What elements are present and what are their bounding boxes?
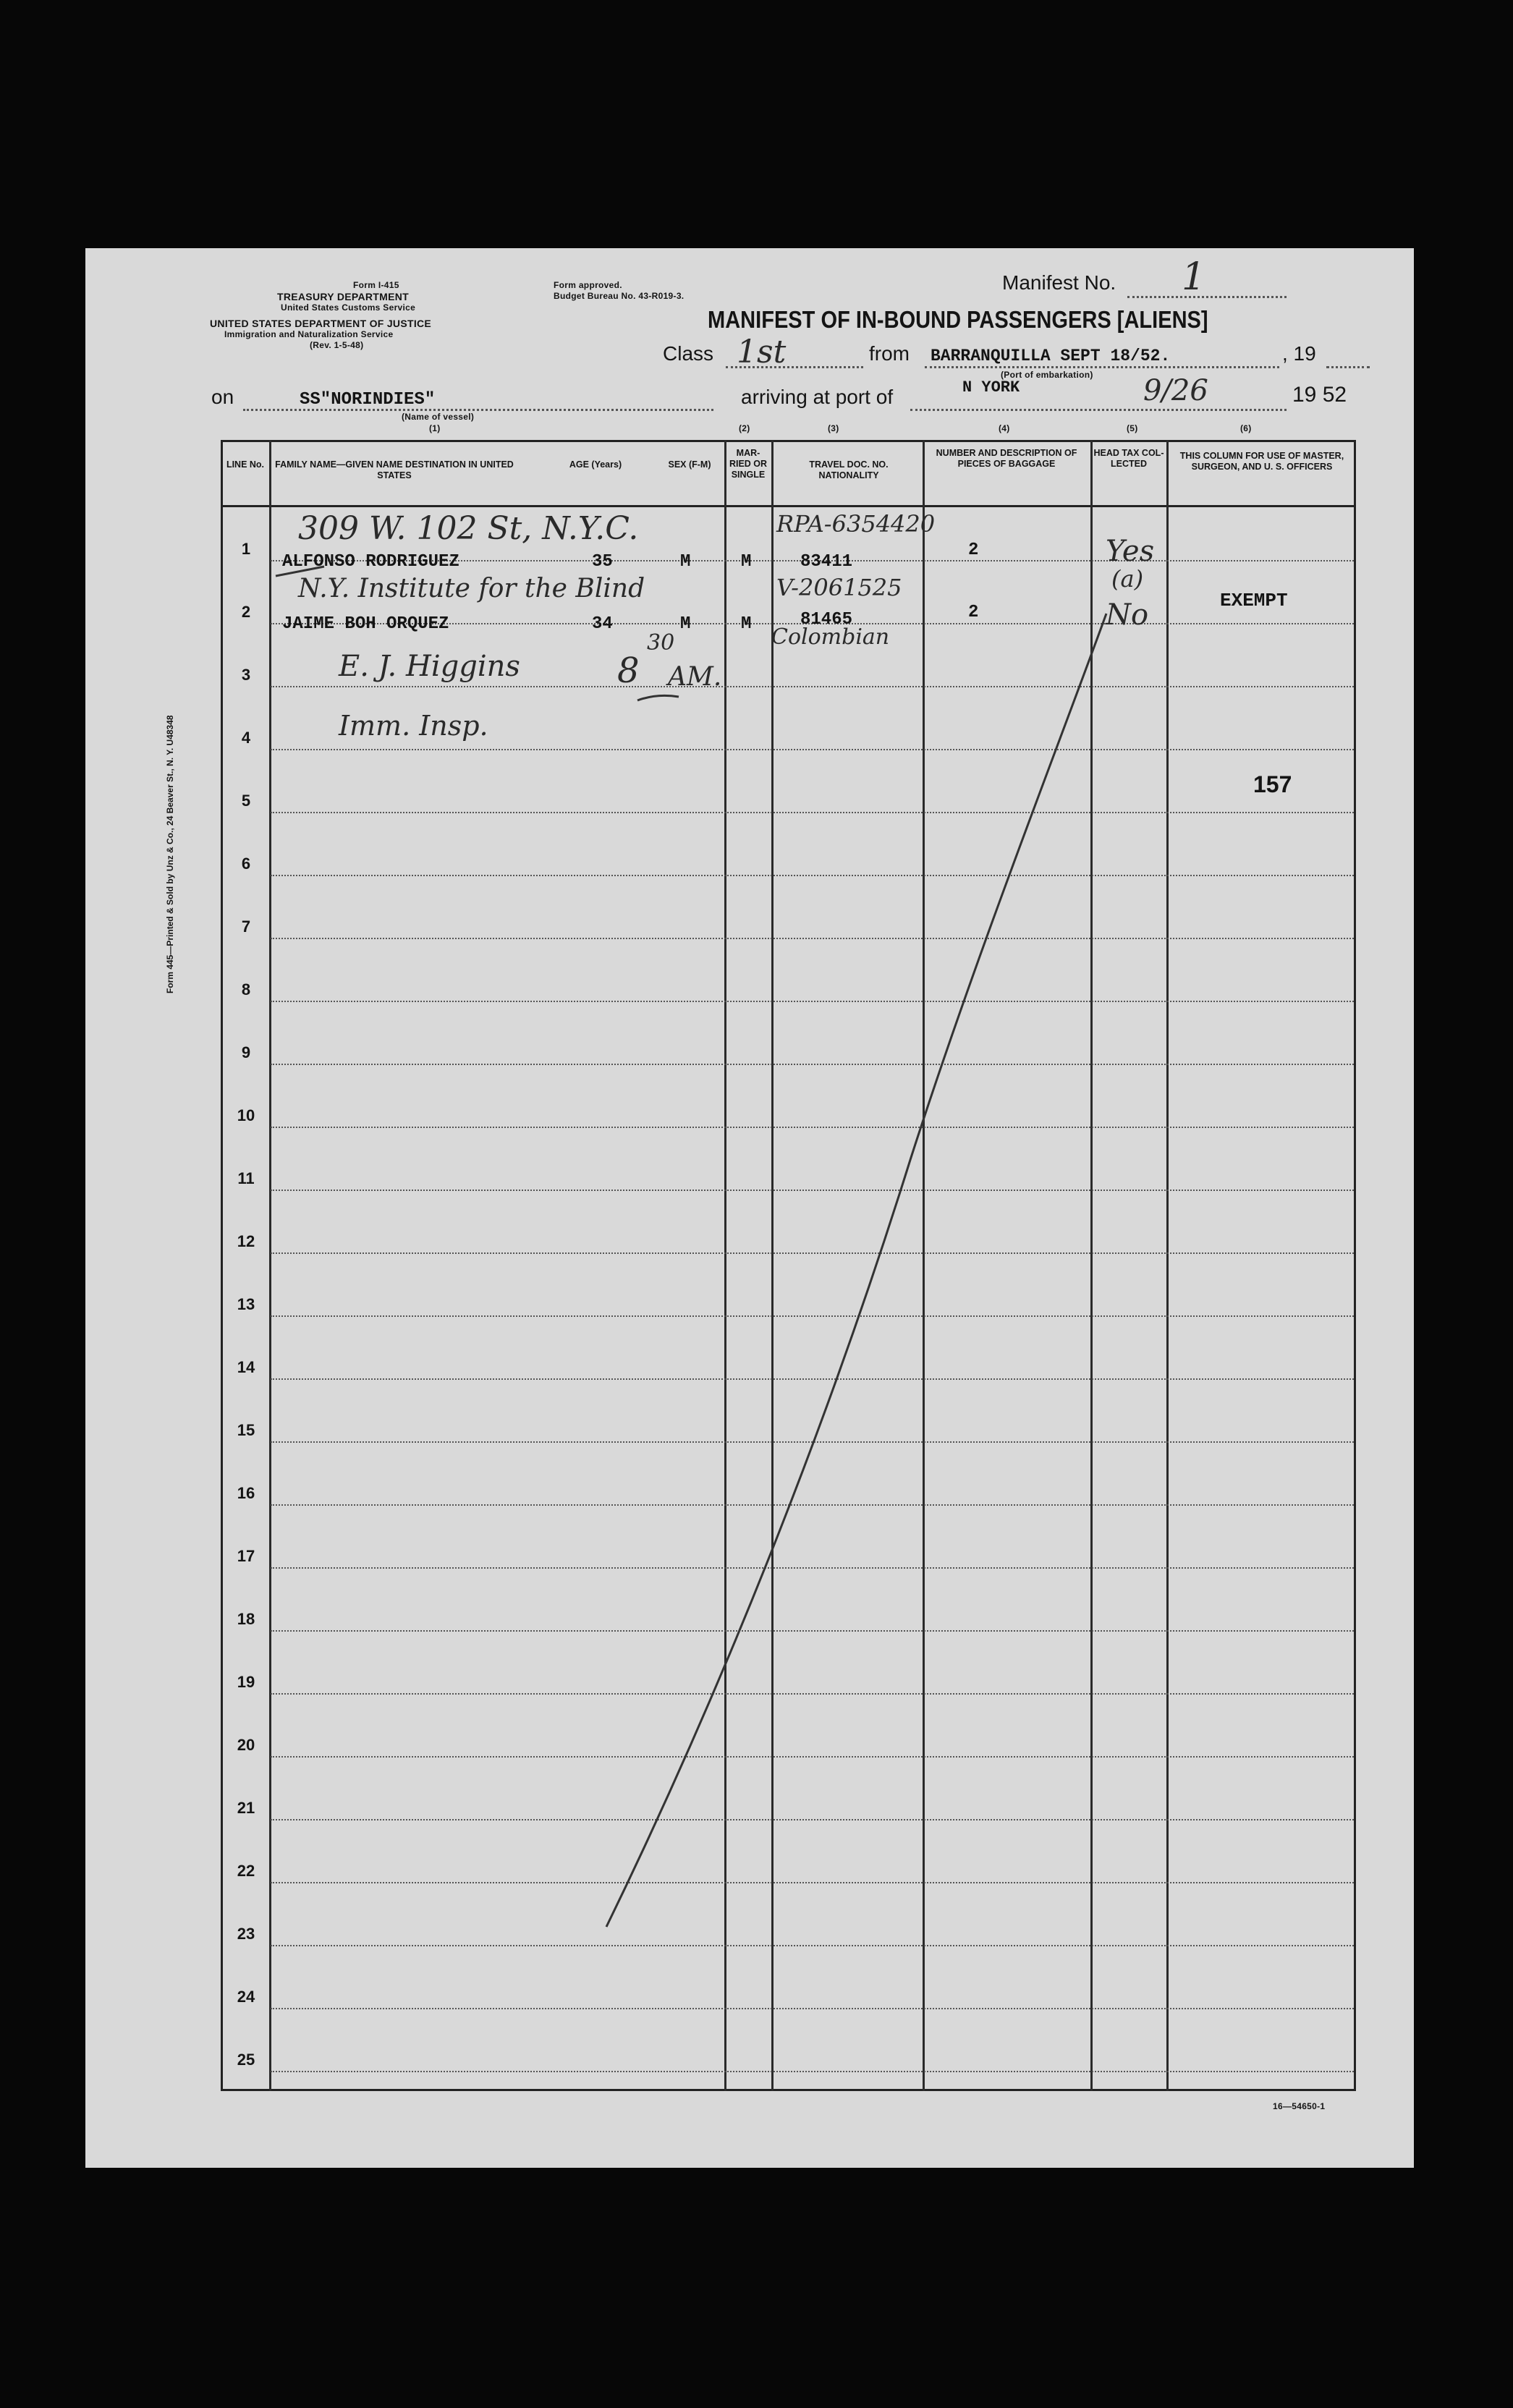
- cancellation-stroke: [85, 248, 1414, 2168]
- row2-destination: N.Y. Institute for the Blind: [298, 574, 645, 603]
- header-line-no: LINE No.: [226, 459, 265, 470]
- row2-headtax: No: [1106, 598, 1149, 632]
- exempt-stamp: EXEMPT: [1220, 590, 1288, 611]
- row-number: 14: [237, 1358, 255, 1376]
- port-embark-caption: (Port of embarkation): [1001, 370, 1093, 380]
- row-number: 4: [241, 729, 251, 747]
- row2-name: JAIME BOH ORQUEZ: [282, 614, 449, 634]
- department-of-justice: UNITED STATES DEPARTMENT OF JUSTICE: [210, 318, 432, 329]
- row-number: 8: [241, 980, 251, 999]
- class-label: Class: [663, 342, 714, 365]
- row-number: 20: [237, 1736, 255, 1754]
- row1-baggage: 2: [968, 540, 979, 560]
- row-number: 13: [237, 1295, 255, 1313]
- printer-imprint: Form 445—Printed & Sold by Unz & Co., 24 Beaver St., N. Y. U48348: [165, 715, 175, 993]
- header-baggage: NUMBER AND DESCRIPTION OF PIECES OF BAGGAGE: [936, 448, 1077, 469]
- row-number: 16: [237, 1484, 255, 1502]
- row2-age: 34: [592, 614, 613, 634]
- header-travel: TRAVEL DOC. NO. NATIONALITY: [809, 459, 889, 480]
- row2-doc-handwritten: V-2061525: [776, 574, 902, 601]
- row1-doc: 83411: [800, 552, 853, 572]
- row2-married: M: [741, 614, 752, 634]
- col-num-1: (1): [429, 423, 441, 433]
- budget-bureau: Budget Bureau No. 43-R019-3.: [554, 291, 685, 301]
- header-married: MAR-RIED OR SINGLE: [729, 448, 768, 480]
- headtax-annotation: (a): [1111, 565, 1144, 593]
- port-of-embarkation: BARRANQUILLA SEPT 18/52.: [931, 347, 1171, 365]
- vessel-caption: (Name of vessel): [402, 412, 475, 422]
- manifest-no-label: Manifest No.: [1002, 271, 1116, 294]
- row1-married: M: [741, 552, 752, 572]
- row1-name: ALFONSO RODRIGUEZ: [282, 552, 459, 572]
- row-number: 9: [241, 1043, 251, 1061]
- row-number: 23: [237, 1925, 255, 1943]
- arrival-year: 19 52: [1292, 383, 1347, 407]
- row-number: 1: [241, 540, 251, 558]
- row-number: 3: [241, 666, 251, 684]
- immigration-service: Immigration and Naturalization Service: [224, 329, 394, 339]
- inspector-title: Imm. Insp.: [339, 710, 488, 742]
- inspector-signature: E. J. Higgins: [339, 650, 520, 683]
- row-number: 15: [237, 1421, 255, 1439]
- row-number: 21: [237, 1799, 255, 1817]
- class-value: 1st: [737, 334, 787, 370]
- row2-doc: 81465: [800, 610, 853, 629]
- customs-service: United States Customs Service: [281, 302, 416, 313]
- vessel-name: SS"NORINDIES": [300, 390, 436, 410]
- col-num-4: (4): [999, 423, 1010, 433]
- row2-sex: M: [680, 614, 691, 634]
- row-number: 25: [237, 2051, 255, 2069]
- row1-sex: M: [680, 552, 691, 572]
- row-number: 12: [237, 1232, 255, 1250]
- arrival-time-hour: 8: [617, 650, 640, 691]
- col-num-3: (3): [828, 423, 839, 433]
- revision-date: (Rev. 1-5-48): [310, 340, 364, 350]
- row1-doc-handwritten: RPA-6354420: [776, 510, 936, 538]
- manifest-title: MANIFEST OF IN-BOUND PASSENGERS [ALIENS]: [708, 306, 1208, 333]
- number-157: 157: [1253, 771, 1292, 797]
- manifest-page: [85, 248, 1414, 2168]
- treasury-department: TREASURY DEPARTMENT: [277, 291, 410, 302]
- form-number: Form I-415: [353, 280, 399, 290]
- manifest-no-value: 1: [1182, 255, 1206, 299]
- form-approved: Form approved.: [554, 280, 622, 290]
- row-number: 10: [237, 1106, 255, 1124]
- nationality-annotation: Colombian: [771, 624, 890, 650]
- arrival-time-ampm: AM.: [668, 662, 722, 692]
- col-num-6: (6): [1240, 423, 1252, 433]
- arriving-label: arriving at port of: [741, 386, 894, 408]
- arrival-port: N YORK: [962, 378, 1020, 397]
- col-num-5: (5): [1127, 423, 1138, 433]
- row-number: 24: [237, 1988, 255, 2006]
- row-number: 18: [237, 1610, 255, 1628]
- year-suffix: , 19: [1282, 342, 1316, 365]
- row-number: 2: [241, 603, 251, 621]
- row-number: 7: [241, 917, 251, 936]
- col-num-2: (2): [739, 423, 750, 433]
- row2-baggage: 2: [968, 603, 979, 622]
- header-sex: SEX (F-M): [668, 459, 711, 470]
- row1-headtax: Yes: [1106, 535, 1155, 568]
- header-headtax: HEAD TAX COL-LECTED: [1093, 448, 1164, 469]
- header-age: AGE (Years): [569, 459, 622, 470]
- row1-destination: 309 W. 102 St, N.Y.C.: [298, 510, 639, 547]
- arrival-date: 9/26: [1143, 374, 1208, 407]
- row1-age: 35: [592, 552, 613, 572]
- arrival-time-minutes: 30: [647, 630, 675, 656]
- row-number: 6: [241, 855, 251, 873]
- on-label: on: [211, 386, 234, 408]
- form-footer-code: 16—54650-1: [1273, 2101, 1326, 2111]
- row-number: 11: [237, 1169, 255, 1187]
- header-name: FAMILY NAME—GIVEN NAME DESTINATION IN UNITED STATES: [275, 459, 514, 480]
- row-number: 22: [237, 1862, 255, 1880]
- row-number: 19: [237, 1673, 255, 1691]
- from-label: from: [869, 342, 910, 365]
- row-number: 5: [241, 792, 251, 810]
- row-number: 17: [237, 1547, 255, 1565]
- header-officers: THIS COLUMN FOR USE OF MASTER, SURGEON, AND U. S. OFFICERS: [1179, 451, 1344, 472]
